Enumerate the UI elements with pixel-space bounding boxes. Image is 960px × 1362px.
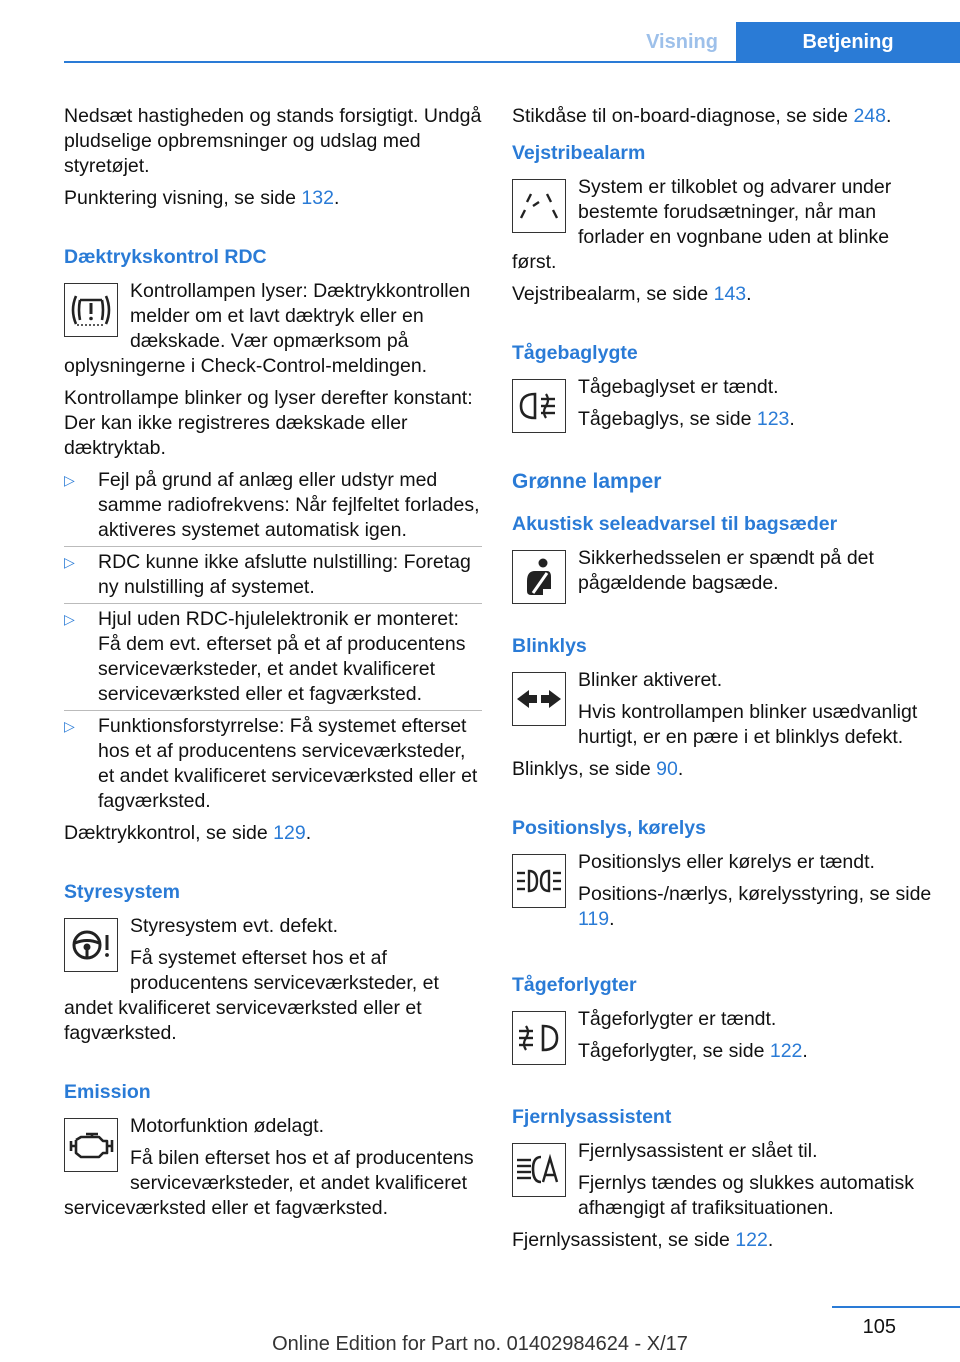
green-lamps-heading: Grønne lamper xyxy=(512,470,662,493)
emission-heading: Emission xyxy=(64,1081,151,1103)
front-fog-heading: Tågeforlygter xyxy=(512,974,637,996)
page-link[interactable]: 132 xyxy=(301,187,334,209)
front-fog-text-1: Tågeforlygter er tændt. xyxy=(578,1008,777,1030)
belt-text: Sikkerhedsselen er spændt på det pågældende bagsæde. xyxy=(578,547,874,594)
tab-visning[interactable]: Visning xyxy=(646,30,718,53)
high-beam-assist-text-1: Fjernlysassistent er slået til. xyxy=(578,1140,818,1162)
steering-text-2: Få systemet efterset hos et af producentens serviceværksteder, et andet kvalificeret serviceværksted eller et fagværksted. xyxy=(64,947,439,1044)
lane-departure-icon xyxy=(512,179,566,233)
steering-heading: Styresystem xyxy=(64,881,180,903)
left-column xyxy=(64,104,482,1228)
tab-betjening[interactable]: Betjening xyxy=(736,22,960,62)
page-link[interactable]: 123 xyxy=(756,408,790,430)
triangle-bullet-icon: ▷ xyxy=(64,472,75,488)
rear-fog-ref: Tågebaglys, se side 123. xyxy=(578,408,795,430)
triangle-bullet-icon: ▷ xyxy=(64,554,75,570)
rdc-bullet-list xyxy=(64,468,482,814)
lane-ref: Vejstribealarm, se side 143. xyxy=(512,283,752,305)
front-fog-ref: Tågeforlygter, se side 122. xyxy=(578,1040,808,1062)
high-beam-assist-ref: Fjernlysassistent, se side 122. xyxy=(512,1229,774,1251)
page-number-rule xyxy=(832,1306,960,1308)
front-fog-light-icon xyxy=(512,1011,566,1065)
right-column xyxy=(512,104,932,1260)
engine-icon xyxy=(64,1118,118,1172)
flat-tire-ref: Punktering visning, se side 132. xyxy=(64,187,340,209)
high-beam-assist-heading: Fjernlysassistent xyxy=(512,1106,672,1128)
position-lights-icon xyxy=(512,854,566,908)
page-link[interactable]: 129 xyxy=(273,822,306,844)
page-number: 105 xyxy=(862,1316,896,1338)
page-link[interactable]: 90 xyxy=(656,758,678,780)
turn-signal-text-2: Hvis kontrollampen blinker usædvanligt hurtigt, er en pære i et blinklys defekt. xyxy=(578,701,918,748)
list-item: ▷ RDC kunne ikke afslutte nulstilling: Foretag ny nulstilling af systemet. xyxy=(64,550,482,600)
list-item: ▷ Hjul uden RDC-hjulelektronik er monteret: Få dem evt. efterset på et af producentens serviceværksteder, et andet kvalificeret serviceværksted eller et fagværksted. xyxy=(64,607,482,707)
list-item: ▷ Fejl på grund af anlæg eller udstyr med samme radiofrekvens: Når fejlfeltet forlades, aktiveres systemet automatisk igen. xyxy=(64,468,482,543)
lane-text: System er tilkoblet og advarer under bestemte forudsætninger, når man forlader en vognbane uden at blinke først. xyxy=(512,176,892,273)
rear-fog-heading: Tågebaglygte xyxy=(512,342,638,364)
belt-heading: Akustisk seleadvarsel til bagsæder xyxy=(512,513,838,535)
steering-wheel-warning-icon xyxy=(64,918,118,972)
turn-signal-text-1: Blinker aktiveret. xyxy=(578,669,723,691)
tire-pressure-warning-icon xyxy=(64,283,118,337)
page-link[interactable]: 119 xyxy=(578,908,610,930)
rear-fog-light-icon xyxy=(512,379,566,433)
turn-signal-arrows-icon xyxy=(512,672,566,726)
seatbelt-icon xyxy=(512,550,566,604)
position-lights-text-1: Positionslys eller kørelys er tændt. xyxy=(578,851,875,873)
triangle-bullet-icon: ▷ xyxy=(64,611,75,627)
lane-heading: Vejstribealarm xyxy=(512,142,646,164)
high-beam-assistant-icon xyxy=(512,1143,566,1197)
page-link[interactable]: 143 xyxy=(713,283,747,305)
rdc-text-2: Kontrollampe blinker og lyser derefter konstant: Der kan ikke registreres dækskade eller dæktryktab. xyxy=(64,387,473,459)
position-lights-ref: Positions-/nærlys, kørelysstyring, se side 119. xyxy=(578,883,932,930)
triangle-bullet-icon: ▷ xyxy=(64,718,75,734)
high-beam-assist-text-2: Fjernlys tændes og slukkes automatisk afhængigt af trafiksituationen. xyxy=(578,1172,914,1219)
rear-fog-text-1: Tågebaglyset er tændt. xyxy=(578,376,779,398)
rdc-heading: Dæktrykskontrol RDC xyxy=(64,246,267,268)
obd-ref: Stikdåse til on-board-diagnose, se side 248. xyxy=(512,105,892,127)
position-lights-heading: Positionslys, kørelys xyxy=(512,817,707,839)
turn-signal-heading: Blinklys xyxy=(512,635,587,657)
rdc-ref: Dæktrykkontrol, se side 129. xyxy=(64,822,312,844)
page-link[interactable]: 122 xyxy=(735,1229,768,1251)
page-link[interactable]: 122 xyxy=(769,1040,803,1062)
page-link[interactable]: 248 xyxy=(853,105,886,127)
list-item: ▷ Funktionsforstyrrelse: Få systemet efterset hos et af producentens serviceværksteder, et andet kvalificeret serviceværksted eller et fagværksted. xyxy=(64,715,478,812)
emission-text-1: Motorfunktion ødelagt. xyxy=(130,1115,325,1137)
edition-footer: Online Edition for Part no. 01402984624 - X/17 xyxy=(272,1333,688,1355)
turn-signal-ref: Blinklys, se side 90. xyxy=(512,758,684,780)
steering-text-1: Styresystem evt. defekt. xyxy=(130,915,339,937)
emission-text-2: Få bilen efterset hos et af producentens serviceværksteder, et andet kvalificeret serviceværksted eller et fagværksted. xyxy=(64,1147,474,1219)
intro-text: Nedsæt hastigheden og stands forsigtigt. Undgå pludselige opbremsninger og udslag med styretøjet. xyxy=(64,105,482,177)
rdc-text-1: Kontrollampen lyser: Dæktrykkontrollen melder om et lavt dæktryk eller en dækskade. Vær opmærksom på oplysningerne i Check-Control-meldingen. xyxy=(64,280,471,377)
